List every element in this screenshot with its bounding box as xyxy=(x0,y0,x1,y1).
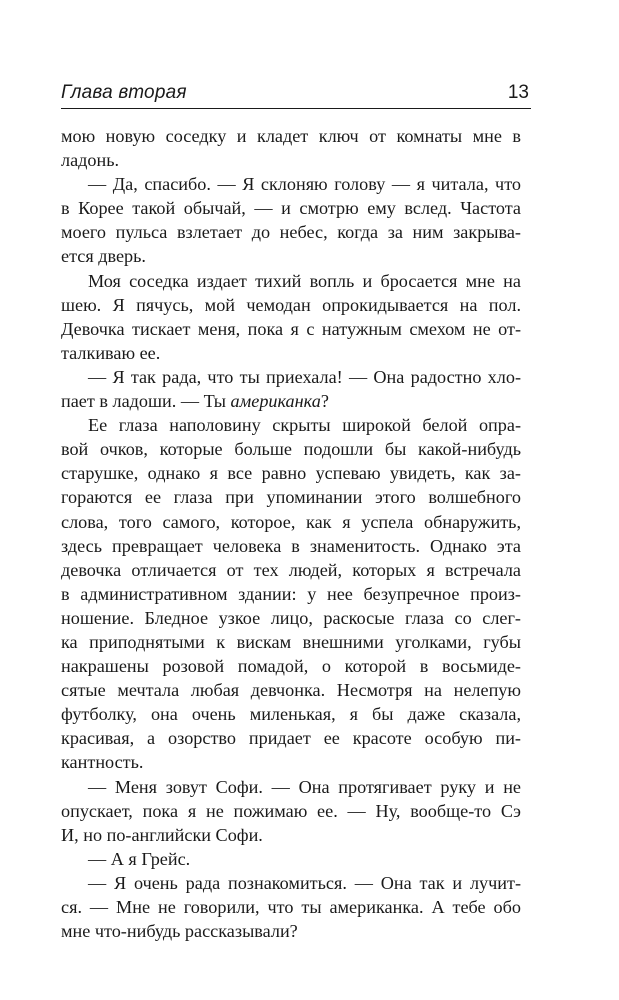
text-line: Девочка тискает меня, пока я с натужным смехом не от- xyxy=(61,318,521,339)
text-line xyxy=(61,389,521,413)
text-line: в административном здании: у нее безупречное произ- xyxy=(61,583,521,604)
text-line: опускает, пока я не пожимаю ее. — Ну, вообще-то Сэ xyxy=(61,800,521,821)
text-line: — Я так рада, что ты приехала! — Она радостно хло- xyxy=(88,366,521,387)
text-line: ка приподнятыми к вискам внешними уголками, губы xyxy=(61,631,521,652)
text-line: красивая, а озорство придает ее красоте особую пи- xyxy=(61,728,521,749)
text-line: талкиваю ее. xyxy=(61,342,161,363)
text-line: старушке, однако я все равно успеваю увидеть, как за- xyxy=(61,463,521,484)
text-line: ношение. Бледное узкое лицо, раскосые глаза со слег- xyxy=(61,607,521,628)
chapter-title: Глава вторая xyxy=(61,82,187,103)
text-line: шею. Я пячусь, мой чемодан опрокидывается на пол. xyxy=(61,294,521,315)
paragraph xyxy=(61,413,521,774)
text-line: накрашены розовой помадой, о которой в восьмиде- xyxy=(61,656,521,677)
text-line: девочка отличается от тех людей, которых я встречала xyxy=(61,559,521,580)
text-line: вой очков, которые больше подошли бы какой-нибудь xyxy=(61,439,521,460)
text-line: здесь превращает человека в знаменитость. Однако эта xyxy=(61,535,521,556)
text-line: — Я очень рада познакомиться. — Она так и лучит- xyxy=(88,872,521,893)
text-line: — Да, спасибо. — Я склоняю голову — я читала, что xyxy=(88,174,521,195)
text-line: моего пульса взлетает до небес, когда за ним закрыва- xyxy=(61,222,521,243)
text-line: И, но по-английски Софи. xyxy=(61,824,263,845)
paragraph xyxy=(61,172,521,268)
paragraph xyxy=(61,365,521,413)
body-text xyxy=(61,124,521,943)
emphasis-word: американка xyxy=(230,391,321,412)
paragraph xyxy=(61,847,521,871)
text-line: — Меня зовут Софи. — Она протягивает руку и не xyxy=(88,776,521,797)
text-line: слова, того самого, которое, как я успела обнаружить, xyxy=(61,511,521,532)
paragraph xyxy=(61,775,521,847)
paragraph xyxy=(61,124,521,172)
text-line: Моя соседка издает тихий вопль и бросается мне на xyxy=(88,270,521,291)
paragraph xyxy=(61,871,521,943)
running-head xyxy=(61,80,531,109)
text-line: ется дверь. xyxy=(61,246,146,267)
text-line: сятые мечтала любая девчонка. Несмотря на нелепую xyxy=(61,680,521,701)
text-line: ся. — Мне не говорили, что ты американка. А тебе обо xyxy=(61,897,521,917)
text-line: — А я Грейс. xyxy=(88,848,191,869)
text-line: кантность. xyxy=(61,752,144,773)
paragraph xyxy=(61,269,521,365)
text-line: гораются ее глаза при упоминании этого волшебного xyxy=(61,487,521,508)
text-line: Ее глаза наполовину скрыты широкой белой опра- xyxy=(88,415,521,436)
text-line: ладонь. xyxy=(61,150,120,171)
text-run: пает в ладоши. — Ты xyxy=(61,391,231,412)
text-line: мне что-нибудь рассказывали? xyxy=(61,921,298,942)
text-run: ? xyxy=(320,391,329,412)
text-line: в Корее такой обычай, — и смотрю ему вслед. Частота xyxy=(61,198,521,219)
page-number: 13 xyxy=(507,82,529,103)
text-line: футболку, она очень миленькая, я бы даже сказала, xyxy=(61,704,521,725)
text-line: мою новую соседку и кладет ключ от комнаты мне в xyxy=(61,126,521,146)
